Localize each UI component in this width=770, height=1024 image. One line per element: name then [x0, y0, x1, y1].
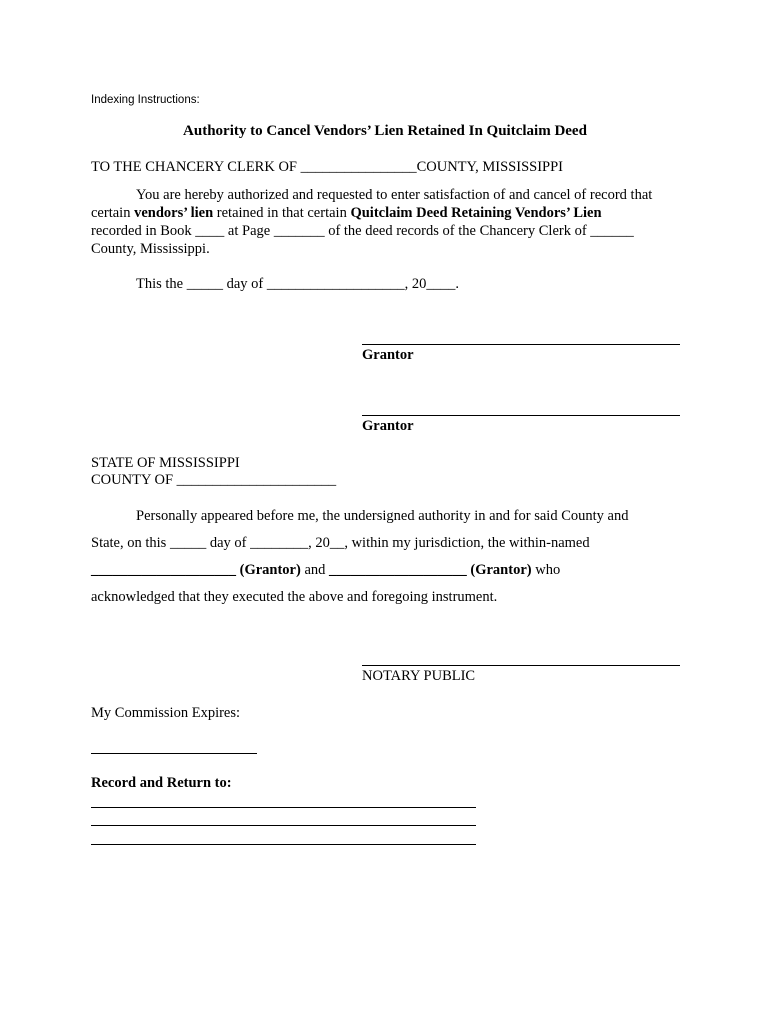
- who-text: who: [531, 562, 561, 578]
- authorization-line-1: You are hereby authorized and requested to enter satisfaction of and cancel of record that: [136, 187, 653, 203]
- grantor-blank-1: ____________________: [91, 562, 236, 578]
- return-address-line-1: [91, 807, 476, 808]
- authorization-line-2: [91, 204, 691, 222]
- addressee-line: TO THE CHANCERY CLERK OF ________________COUNTY, MISSISSIPPI: [91, 159, 563, 175]
- authorization-paragraph: [91, 186, 691, 258]
- vendors-lien-term: vendors’ lien: [134, 205, 214, 221]
- grantor-signature-line-2: [362, 415, 680, 416]
- acknowledgment-line-3: [91, 557, 711, 584]
- deed-name-term: Quitclaim Deed Retaining Vendors’ Lien: [350, 205, 602, 221]
- acknowledgment-line-2: State, on this _____ day of ________, 20__, within my jurisdiction, the within-named: [91, 535, 590, 551]
- grantor-label-2: Grantor: [362, 418, 414, 434]
- acknowledgment-line-4: acknowledged that they executed the above and foregoing instrument.: [91, 589, 498, 605]
- record-return-label: Record and Return to:: [91, 775, 232, 791]
- conjunction-text: and: [300, 562, 330, 578]
- authorization-line-3: recorded in Book ____ at Page _______ of the deed records of the Chancery Clerk of ______: [91, 223, 634, 239]
- commission-expiry-line: [91, 753, 257, 754]
- notary-county: COUNTY OF ______________________: [91, 472, 337, 488]
- document-title: Authority to Cancel Vendors’ Lien Retained In Quitclaim Deed: [183, 123, 587, 139]
- authorization-text: certain: [91, 205, 135, 221]
- grantor-role-1: (Grantor): [236, 562, 301, 578]
- return-address-line-2: [91, 825, 476, 826]
- commission-expires-label: My Commission Expires:: [91, 705, 241, 721]
- authorization-text: retained in that certain: [213, 205, 351, 221]
- grantor-role-2: (Grantor): [466, 562, 532, 578]
- grantor-blank-2: ___________________: [329, 562, 467, 578]
- acknowledgment-paragraph: [91, 503, 711, 611]
- notary-signature-line: [362, 665, 680, 666]
- notary-public-label: NOTARY PUBLIC: [362, 668, 476, 684]
- return-address-line-3: [91, 844, 476, 845]
- grantor-signature-line-1: [362, 344, 680, 345]
- notary-state: STATE OF MISSISSIPPI: [91, 455, 240, 471]
- authorization-line-4: County, Mississippi.: [91, 241, 210, 257]
- indexing-instructions-label: Indexing Instructions:: [91, 94, 200, 106]
- date-line: This the _____ day of ___________________, 20____.: [136, 276, 460, 292]
- grantor-label-1: Grantor: [362, 347, 414, 363]
- acknowledgment-line-1: Personally appeared before me, the undersigned authority in and for said County and: [136, 508, 629, 524]
